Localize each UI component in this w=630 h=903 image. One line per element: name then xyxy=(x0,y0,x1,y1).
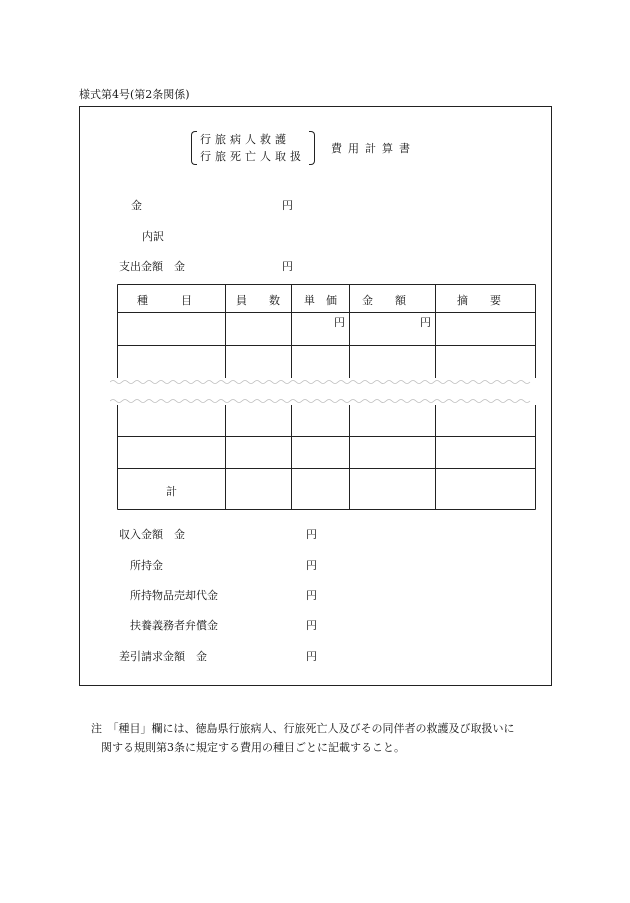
title-line-1: 行旅病人救護 xyxy=(200,133,290,146)
note-line-2: 関する規則第3条に規定する費用の種目ごとに記載すること。 xyxy=(101,741,405,754)
baikyaku-yen-unit: 円 xyxy=(306,589,317,602)
kin-yen-unit: 円 xyxy=(282,199,293,212)
shunyu-label: 収入金額 金 xyxy=(119,528,185,541)
shishutsu-yen-unit: 円 xyxy=(282,260,293,273)
col-header-kingaku: 金 額 xyxy=(362,294,406,307)
col-header-shumoku: 種 目 xyxy=(137,294,192,307)
baikyaku-label: 所持物品売却代金 xyxy=(130,589,218,602)
right-bracket xyxy=(309,131,315,165)
col-header-insu: 員 数 xyxy=(236,294,280,307)
col-header-tekiyo: 摘 要 xyxy=(457,294,501,307)
form-number: 様式第4号(第2条関係) xyxy=(79,88,190,101)
document-title: 費用計算書 xyxy=(331,142,416,155)
shunyu-yen-unit: 円 xyxy=(306,528,317,541)
tanka-yen-unit: 円 xyxy=(334,316,345,329)
col-header-tanka: 単 価 xyxy=(304,294,337,307)
bensho-yen-unit: 円 xyxy=(306,619,317,632)
bensho-label: 扶養義務者弁償金 xyxy=(130,619,218,632)
shishutsu-label: 支出金額 金 xyxy=(119,260,185,273)
kin-label: 金 xyxy=(131,199,142,212)
kingaku-yen-unit: 円 xyxy=(420,316,431,329)
sashihiki-yen-unit: 円 xyxy=(306,650,317,663)
shojikin-label: 所持金 xyxy=(130,559,163,572)
uchiwake-label: 内訳 xyxy=(142,230,164,243)
note-line-1: 注 「種目」欄には、徳島県行旅病人、行旅死亡人及びその同伴者の救護及び取扱いに xyxy=(91,722,515,735)
left-bracket xyxy=(191,131,197,165)
title-line-2: 行旅死亡人取扱 xyxy=(200,150,305,163)
sashihiki-label: 差引請求金額 金 xyxy=(119,650,207,663)
total-label: 計 xyxy=(166,485,177,498)
omission-break xyxy=(110,378,542,405)
shojikin-yen-unit: 円 xyxy=(306,559,317,572)
